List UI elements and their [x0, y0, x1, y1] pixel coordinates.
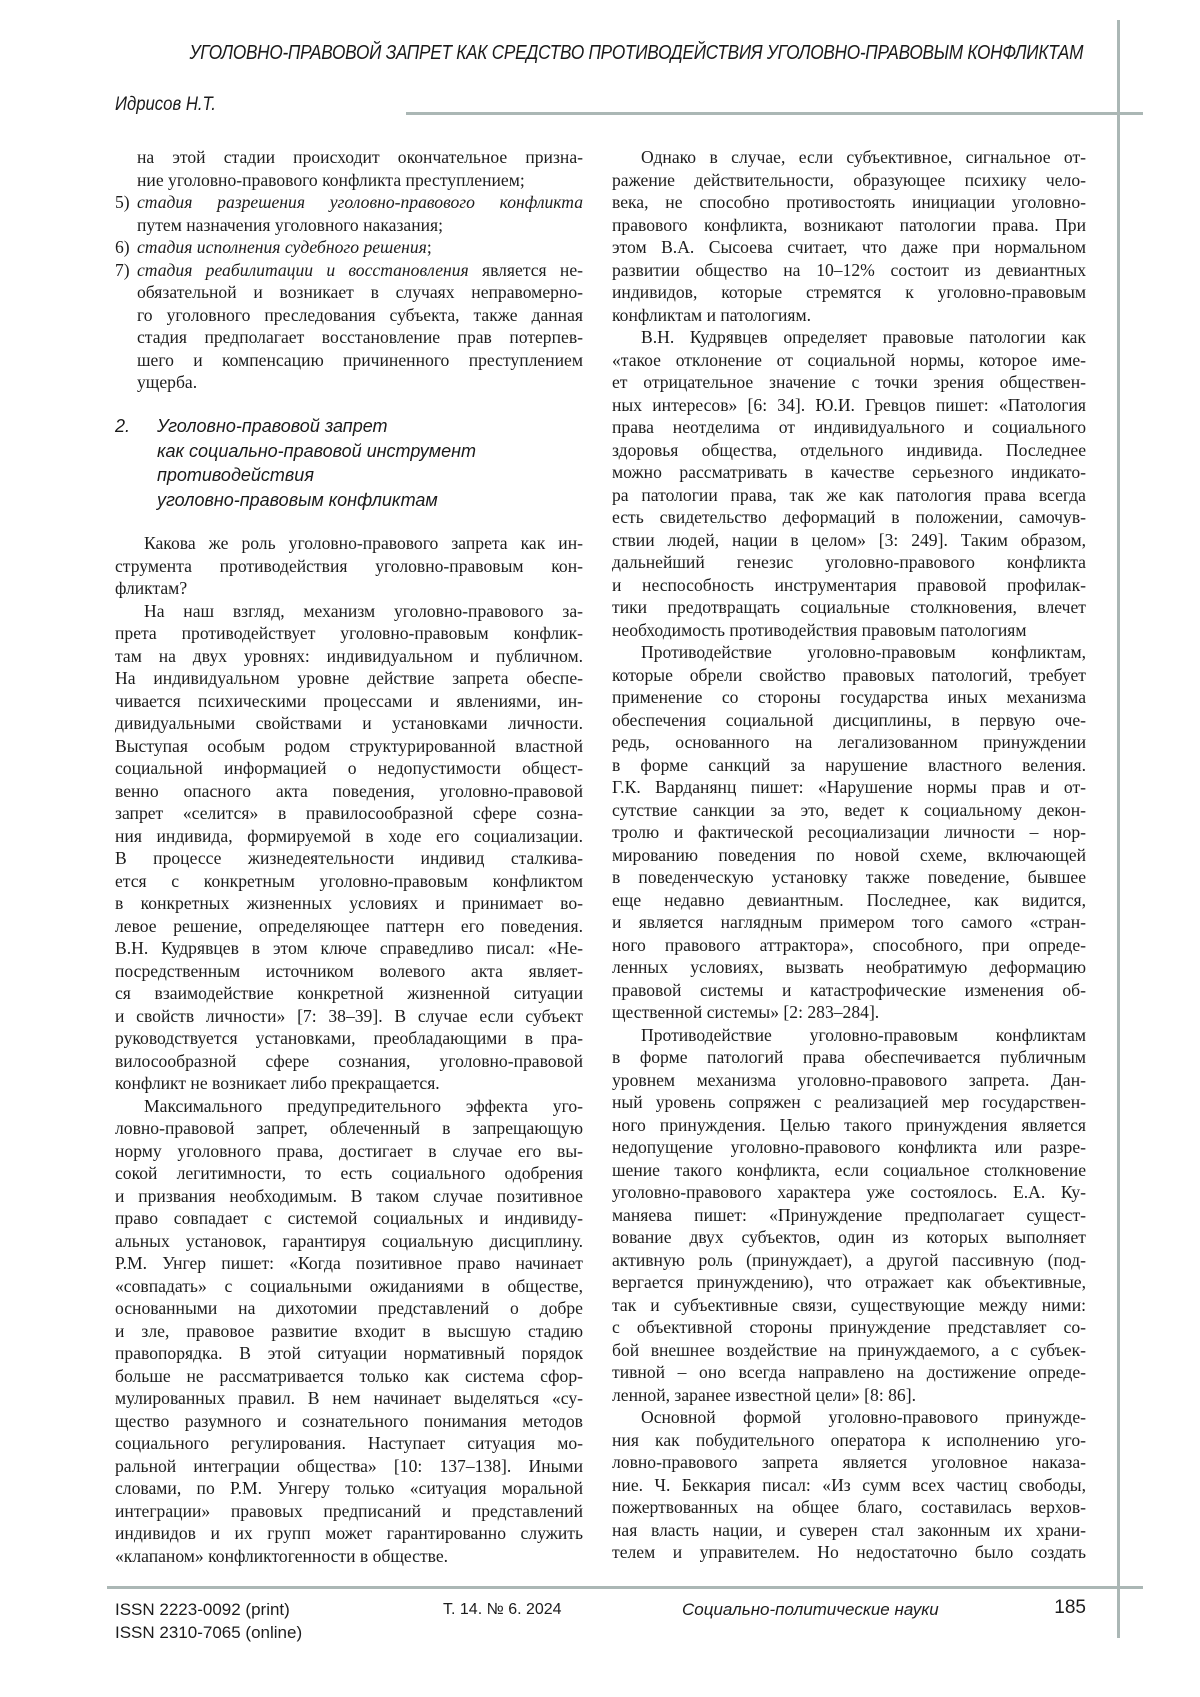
text-line: ная власть нации, и суверен стал законным их храни- — [612, 1519, 1086, 1542]
text-line: индивидов и их групп может гарантированно служить — [115, 1522, 583, 1545]
text-line: ражение действительности, образующее психику чело- — [612, 169, 1086, 192]
text-line: дивидуальными свойствами и установками личности. — [115, 712, 583, 735]
text-line: в форме патологий права обеспечивается публичным — [612, 1046, 1086, 1069]
text-line: уровнем механизма уголовно-правового запрета. Дан- — [612, 1069, 1086, 1092]
text-line: дальнейший генезис уголовно-правового конфликта — [612, 551, 1086, 574]
paragraph — [115, 532, 583, 600]
list-item — [115, 236, 583, 259]
text-line: права неотделима от индивидуального и социального — [612, 416, 1086, 439]
text-line: прета противодействует уголовно-правовым конфлик- — [115, 622, 583, 645]
text-line: Какова же роль уголовно-правового запрета как ин- — [115, 532, 583, 555]
text-line: ральной интеграции общества» [10: 137–138]. Иными — [115, 1455, 583, 1478]
list-item-number: 5) — [115, 191, 130, 214]
text-line: тики предотвращать социальные столкновения, влечет — [612, 596, 1086, 619]
text-line: вергается принуждению), что отражает как объективные, — [612, 1271, 1086, 1294]
text-line: конфликт не возникает либо прекращается. — [115, 1072, 583, 1095]
text-line: ра патологии права, так же как патология права всегда — [612, 484, 1086, 507]
text-line: которые обрели свойство правовых патологий, требует — [612, 664, 1086, 687]
text-line: применение со стороны государства иных механизма — [612, 686, 1086, 709]
text-line: посредственным источником волевого акта являет- — [115, 960, 583, 983]
list-item-number: 7) — [115, 259, 130, 282]
text-line: можно рассматривать в качестве серьезного индикато- — [612, 461, 1086, 484]
text-line: здоровья общества, отдельного индивида. Последнее — [612, 439, 1086, 462]
text-line: активную роль (принуждает), а другой пассивную (под- — [612, 1249, 1086, 1272]
text-line: На наш взгляд, механизм уголовно-правового за- — [115, 600, 583, 623]
text-line: ный уровень сопряжен с реализацией мер государствен- — [612, 1091, 1086, 1114]
text-line: ние. Ч. Беккария писал: «Из сумм всех частиц свободы, — [612, 1474, 1086, 1497]
text-line: вование двух субъектов, один из которых выполняет — [612, 1226, 1086, 1249]
text-line: тролю и фактической ресоциализации личности – нор- — [612, 821, 1086, 844]
italic-text: стадия исполнения судебного решения — [137, 237, 427, 257]
text-line: ния как побудительного оператора к исполнению уго- — [612, 1429, 1086, 1452]
text-line: Р.М. Унгер пишет: «Когда позитивное право начинает — [115, 1252, 583, 1275]
text-line: фликтам? — [115, 577, 583, 600]
text-line: правопорядка. В этой ситуации нормативный порядок — [115, 1342, 583, 1365]
running-title: УГОЛОВНО-ПРАВОВОЙ ЗАПРЕТ КАК СРЕДСТВО ПРОТИВОДЕЙСТВИЯ УГОЛОВНО-ПРАВОВЫМ КОНФЛИКТАМ — [189, 42, 1083, 65]
issn-online: ISSN 2310-7065 (online) — [115, 1621, 302, 1644]
text-line: конфликтам и патологиям. — [612, 304, 1086, 327]
text-line: шение такого конфликта, если социальное столкновение — [612, 1159, 1086, 1182]
text-line: «такое отклонение от социальной нормы, которое име- — [612, 349, 1086, 372]
regular-text: ; — [427, 237, 432, 257]
text-line: Максимального предупредительного эффекта уго- — [115, 1095, 583, 1118]
text-line: левое решение, определяющее паттерн его поведения. — [115, 915, 583, 938]
text-line: го уголовного преследования субъекта, также данная — [137, 304, 583, 327]
text-line: и зле, правовое развитие входит в высшую стадию — [115, 1320, 583, 1343]
text-line: и неспособность инструментария правовой профилак- — [612, 574, 1086, 597]
left-column-body — [115, 532, 583, 1567]
text-line: сокой легитимности, то есть социального одобрения — [115, 1162, 583, 1185]
section-heading — [115, 414, 575, 513]
text-line: В процессе жизнедеятельности индивид сталкива- — [115, 847, 583, 870]
paragraph — [612, 1024, 1086, 1407]
text-line: ленных условиях, вызвать необратимую деформацию — [612, 956, 1086, 979]
page-number: 185 — [1054, 1596, 1086, 1619]
text-line: шего и компенсацию причиненного преступлением — [137, 349, 583, 372]
list-item-continuation — [115, 146, 583, 169]
text-line: Выступая особым родом структурированной властной — [115, 735, 583, 758]
text-line: и призвания необходимым. В таком случае позитивное — [115, 1185, 583, 1208]
text-line: альных установок, гарантируя социальную дисциплину. — [115, 1230, 583, 1253]
regular-text: является не- — [469, 260, 583, 280]
text-line: мулированных правил. В нем начинает выделяться «су- — [115, 1387, 583, 1410]
section-number: 2. — [115, 414, 130, 439]
text-line: этом В.А. Сысоева считает, что даже при нормальном — [612, 236, 1086, 259]
header-rule — [406, 112, 1143, 115]
right-column-body — [612, 146, 1086, 1564]
text-line: стадия предполагает восстановление прав потерпев- — [137, 326, 583, 349]
text-line: ет отрицательное значение с точки зрения обществен- — [612, 371, 1086, 394]
text-line — [137, 236, 583, 259]
list-item — [115, 259, 583, 394]
text-line: на этой стадии происходит окончательное призна- — [137, 146, 583, 169]
text-line: ется с конкретным уголовно-правовым конфликтом — [115, 870, 583, 893]
text-line: Однако в случае, если субъективное, сигнальное от- — [612, 146, 1086, 169]
text-line: и свойств личности» [7: 38–39]. В случае если субъект — [115, 1005, 583, 1028]
text-line: В.Н. Кудрявцев в этом ключе справедливо писал: «Не- — [115, 937, 583, 960]
text-line — [137, 191, 583, 214]
text-line: в поведенческую установку также поведение, бывшее — [612, 866, 1086, 889]
text-line: ловно-правового запрета является уголовное наказа- — [612, 1451, 1086, 1474]
text-line: Противодействие уголовно-правовым конфликтам — [612, 1024, 1086, 1047]
text-line: необходимость противодействия правовым патологиям — [612, 619, 1086, 642]
text-line: редь, основанного на легализованном принуждении — [612, 731, 1086, 754]
text-line: струмента противодействия уголовно-правовым кон- — [115, 555, 583, 578]
list-item — [115, 191, 583, 236]
text-line: индивидов, которые стремятся к уголовно-правовым — [612, 281, 1086, 304]
text-line: социальной информацией о недопустимости общест- — [115, 757, 583, 780]
section-title-line: противодействия — [157, 463, 575, 488]
text-line: есть свидетельство деформаций в положении, самочув- — [612, 506, 1086, 529]
section-title — [157, 414, 575, 513]
text-line: мированию поведения по новой схеме, включающей — [612, 844, 1086, 867]
paragraph — [115, 1095, 583, 1568]
author-name: Идрисов Н.Т. — [115, 94, 216, 116]
text-line: вилосообразной сфере сознания, уголовно-правовой — [115, 1050, 583, 1073]
left-column-list — [115, 146, 583, 394]
text-line: норму уголовного права, достигает в случае его вы- — [115, 1140, 583, 1163]
section-title-line: как социально-правовой инструмент — [157, 439, 575, 464]
list-item-continuation — [115, 169, 583, 192]
text-line: там на двух уровнях: индивидуальном и публичном. — [115, 645, 583, 668]
text-line: ния индивида, формируемой в ходе его социализации. — [115, 825, 583, 848]
text-line: ствии людей, нации в целом» [3: 249]. Таким образом, — [612, 529, 1086, 552]
text-line: словами, по Р.М. Унгеру только «ситуация моральной — [115, 1477, 583, 1500]
volume-issue: Т. 14. № 6. 2024 — [443, 1598, 562, 1621]
text-line: недопущение уголовно-правового конфликта или разре- — [612, 1136, 1086, 1159]
text-line: путем назначения уголовного наказания; — [137, 214, 583, 237]
text-line: ных интересов» [6: 34]. Ю.И. Гревцов пишет: «Патология — [612, 394, 1086, 417]
text-line: Противодействие уголовно-правовым конфликтам, — [612, 641, 1086, 664]
text-line: и является наглядным примером того самого «стран- — [612, 911, 1086, 934]
section-title-line: Уголовно-правовой запрет — [157, 414, 575, 439]
italic-text: стадия разрешения уголовно-правового конфликта — [137, 192, 583, 212]
text-line: основанными на дихотомии представлений о добре — [115, 1297, 583, 1320]
paragraph — [612, 1406, 1086, 1564]
text-line: ние уголовно-правового конфликта преступлением; — [137, 169, 583, 192]
text-line: запрет «селится» в правилосообразной сфере созна- — [115, 802, 583, 825]
journal-name: Социально-политические науки — [682, 1598, 939, 1621]
text-line: ленной, заранее известной цели» [8: 86]. — [612, 1384, 1086, 1407]
text-line: щественной системы» [2: 283–284]. — [612, 1001, 1086, 1024]
text-line: ся взаимодействие конкретной жизненной ситуации — [115, 982, 583, 1005]
text-line: Г.К. Варданянц пишет: «Нарушение нормы прав и от- — [612, 776, 1086, 799]
section-title-line: уголовно-правовым конфликтам — [157, 488, 575, 513]
text-line: века, не способно противостоять инициации уголовно- — [612, 191, 1086, 214]
text-line: бой внешнее воздействие на принуждаемого, а с субъек- — [612, 1339, 1086, 1362]
text-line: правового конфликта, возникают патологии права. При — [612, 214, 1086, 237]
text-line: так и субъективные связи, существующие между ними: — [612, 1294, 1086, 1317]
text-line: тивной – оно всегда направлено на достижение опреде- — [612, 1361, 1086, 1384]
text-line: щество разумного и сознательного понимания методов — [115, 1410, 583, 1433]
paragraph — [612, 641, 1086, 1024]
text-line — [137, 259, 583, 282]
text-line: «клапаном» конфликтогенности в обществе. — [115, 1545, 583, 1568]
right-margin-rule — [1117, 20, 1120, 1638]
text-line: чивается психическими процессами и явлениями, ин- — [115, 690, 583, 713]
text-line: право совпадает с системой социальных и индивиду- — [115, 1207, 583, 1230]
text-line: больше не рассматривается только как система сфор- — [115, 1365, 583, 1388]
text-line: интеграции» правовых предписаний и представлений — [115, 1500, 583, 1523]
text-line: сутствие санкции за это, ведет к социальному декон- — [612, 799, 1086, 822]
text-line: ного правового аттрактора», способного, при опреде- — [612, 934, 1086, 957]
text-line: еще недавно девиантным. Последнее, как видится, — [612, 889, 1086, 912]
paragraph — [612, 146, 1086, 326]
text-line: социального регулирования. Наступает ситуация мо- — [115, 1432, 583, 1455]
paragraph — [612, 326, 1086, 641]
text-line: телем и управителем. Но недостаточно было создать — [612, 1541, 1086, 1564]
paragraph — [115, 600, 583, 1095]
text-line: правовой системы и катастрофические изменения об- — [612, 979, 1086, 1002]
list-item-number: 6) — [115, 236, 130, 259]
issn-print: ISSN 2223-0092 (print) — [115, 1598, 290, 1621]
text-line: руководствуется установками, преобладающими в пра- — [115, 1027, 583, 1050]
text-line: уголовно-правового характера уже состоялось. Е.А. Ку- — [612, 1181, 1086, 1204]
text-line: пожертвованных на общее благо, составилась верхов- — [612, 1496, 1086, 1519]
text-line: В.Н. Кудрявцев определяет правовые патологии как — [612, 326, 1086, 349]
text-line: ловно-правовой запрет, облеченный в запрещающую — [115, 1117, 583, 1140]
text-line: обязательной и возникает в случаях неправомерно- — [137, 281, 583, 304]
text-line: На индивидуальном уровне действие запрета обеспе- — [115, 667, 583, 690]
text-line: ущерба. — [137, 371, 583, 394]
footer-rule — [107, 1586, 1143, 1589]
text-line: «совпадать» с социальными ожиданиями в обществе, — [115, 1275, 583, 1298]
text-line: маняева пишет: «Принуждение предполагает сущест- — [612, 1204, 1086, 1227]
italic-text: стадия реабилитации и восстановления — [137, 260, 469, 280]
text-line: в конкретных жизненных условиях и принимает во- — [115, 892, 583, 915]
text-line: Основной формой уголовно-правового принужде- — [612, 1406, 1086, 1429]
text-line: с объективной стороны принуждение представляет со- — [612, 1316, 1086, 1339]
text-line: развитии общество на 10–12% состоит из девиантных — [612, 259, 1086, 282]
text-line: обеспечения социальной дисциплины, в первую оче- — [612, 709, 1086, 732]
text-line: в форме санкций за нарушение властного веления. — [612, 754, 1086, 777]
text-line: ного принуждения. Целью такого принуждения является — [612, 1114, 1086, 1137]
text-line: венно опасного акта поведения, уголовно-правовой — [115, 780, 583, 803]
